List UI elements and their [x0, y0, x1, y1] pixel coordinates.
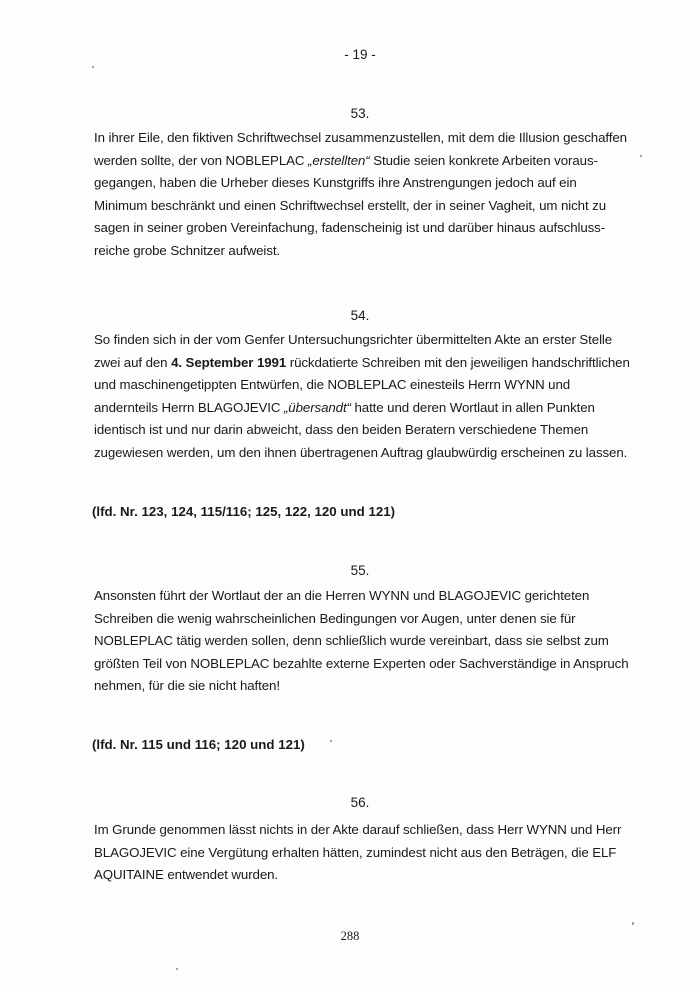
text-run: zwei auf den: [94, 354, 172, 370]
emphasized-term: „übersandt“: [283, 399, 351, 415]
bold-date: 4. September 1991: [171, 354, 287, 370]
page-header-number: - 19 -: [344, 47, 376, 62]
paragraph-line: und maschinengetippten Entwürfen, die NOBLEPLAC einesteils Herrn WYNN und: [94, 377, 571, 392]
text-run: Studie seien konkrete Arbeiten voraus-: [369, 152, 598, 168]
paragraph-line: reiche grobe Schnitzer aufweist.: [94, 242, 281, 258]
paragraph-number-53: 53.: [350, 106, 370, 121]
paragraph-number-56: 56.: [350, 795, 370, 810]
text-run: werden sollte, der von NOBLEPLAC: [94, 152, 308, 168]
paragraph-line: In ihrer Eile, den fiktiven Schriftwechsel zusammenzustellen, mit dem die Illusion geschaffen: [94, 130, 627, 145]
paragraph-56-text: [94, 819, 634, 887]
text-run: hatte und deren Wortlaut in allen Punkten: [350, 399, 595, 415]
paragraph-number-55: 55.: [350, 563, 370, 578]
paragraph-line: gegangen, haben die Urheber dieses Kunstgriffs ihre Anstrengungen jedoch auf ein: [94, 175, 577, 190]
paragraph-line: sagen in seiner groben Vereinfachung, fadenscheinig ist und darüber hinaus aufschluss-: [94, 220, 606, 235]
scan-speck: [330, 740, 332, 742]
scan-speck: [92, 66, 94, 68]
paragraph-line: BLAGOJEVIC eine Vergütung erhalten hätten, zumindest nicht aus den Beträgen, die ELF: [94, 844, 617, 860]
scan-speck: [640, 155, 642, 157]
paragraph-line: [94, 397, 634, 420]
paragraph-53-text: [94, 127, 634, 262]
paragraph-line: Schreiben die wenig wahrscheinlichen Bedingungen vor Augen, unter denen sie für: [94, 610, 576, 626]
paragraph-line: Ansonsten führt der Wortlaut der an die Herren WYNN und BLAGOJEVIC gerichteten: [94, 588, 590, 603]
reference-55: (lfd. Nr. 115 und 116; 120 und 121): [92, 737, 305, 752]
reference-54: (lfd. Nr. 123, 124, 115/116; 125, 122, 120 und 121): [92, 504, 396, 519]
paragraph-line: [94, 352, 634, 375]
emphasized-term: „erstellten“: [308, 152, 370, 168]
text-run: rückdatierte Schreiben mit den jeweiligen handschriftlichen: [286, 354, 630, 370]
paragraph-line: Minimum beschränkt und einen Schriftwechsel erstellt, der in seiner Vagheit, um nicht zu: [94, 197, 606, 213]
scan-speck: [176, 968, 178, 970]
paragraph-line: AQUITAINE entwendet wurden.: [94, 867, 279, 882]
page-footer-number: 288: [340, 929, 360, 943]
paragraph-line: So finden sich in der vom Genfer Untersuchungsrichter übermittelten Akte an erster Stelle: [94, 332, 613, 347]
paragraph-line: zugewiesen werden, um den ihnen übertragenen Auftrag glaubwürdig erscheinen zu lassen.: [94, 444, 628, 460]
paragraph-55-text: [94, 585, 634, 698]
paragraph-line: [94, 150, 634, 173]
paragraph-number-54: 54.: [350, 308, 370, 323]
paragraph-54-text: [94, 329, 634, 464]
paragraph-line: größten Teil von NOBLEPLAC bezahlte externe Experten oder Sachverständige in Anspruch: [94, 655, 629, 671]
paragraph-line: NOBLEPLAC tätig werden sollen, denn schließlich wurde vereinbart, dass sie selbst zum: [94, 633, 609, 648]
text-run: andernteils Herrn BLAGOJEVIC: [94, 399, 284, 415]
paragraph-line: Im Grunde genommen lässt nichts in der Akte darauf schließen, dass Herr WYNN und Herr: [94, 822, 622, 837]
paragraph-line: identisch ist und nur darin abweicht, dass den beiden Beratern verschiedene Themen: [94, 422, 589, 437]
scan-speck: [632, 922, 634, 925]
paragraph-line: nehmen, für die sie nicht haften!: [94, 678, 280, 693]
